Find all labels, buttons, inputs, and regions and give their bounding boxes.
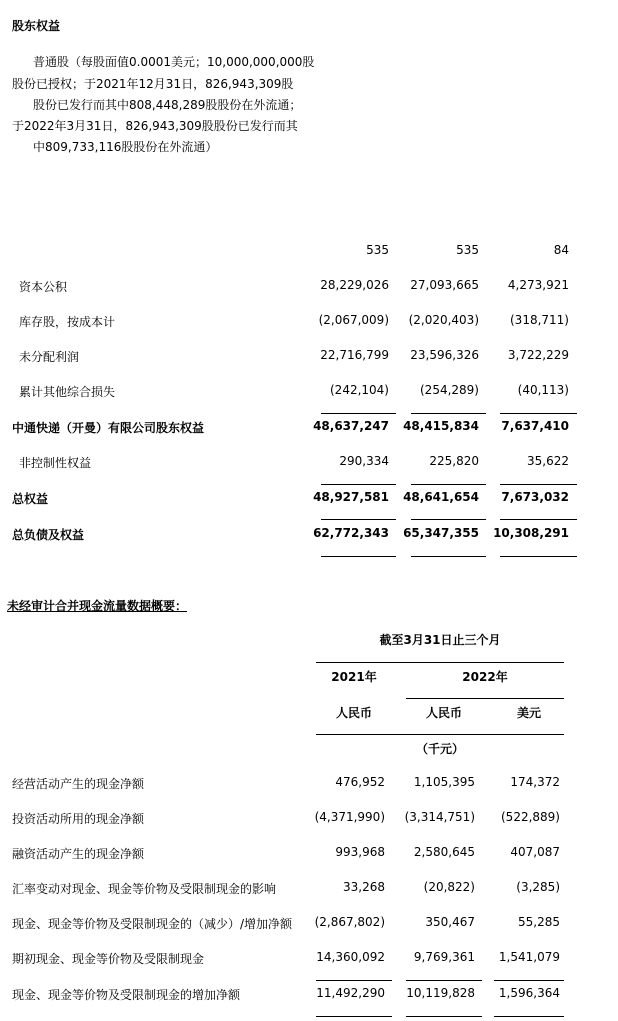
cashflow-row-value: 33,268 [343, 880, 385, 894]
header-rule [316, 734, 564, 735]
shares-desc-line-4: 于2022年3月31日，826,943,309股股份已发行而其 [12, 119, 298, 133]
cashflow-row-value: 174,372 [510, 775, 560, 789]
cashflow-heading: 未经审计合并现金流量数据概要： [7, 599, 188, 613]
subtotal-rule [494, 980, 564, 981]
subtotal-rule [411, 413, 486, 414]
cashflow-row-value: 1,596,364 [498, 986, 560, 1000]
equity-row-value: 23,596,326 [410, 348, 479, 362]
cashflow-row-value: 993,968 [335, 845, 385, 859]
cashflow-row-value: 1,541,079 [498, 950, 560, 964]
total-rule [494, 1016, 564, 1017]
cashflow-row-label: 投资活动所用的现金净额 [12, 812, 145, 826]
common-shares-2022-rmb: 535 [456, 243, 479, 257]
equity-row-value: 4,273,921 [507, 278, 569, 292]
equity-row-label: 资本公积 [19, 280, 68, 294]
equity-row-value: 7,637,410 [501, 419, 569, 433]
cashflow-row-value: (522,889) [501, 810, 560, 824]
subtotal-rule [411, 484, 486, 485]
cashflow-row-value: 11,492,290 [316, 986, 385, 1000]
subtotal-rule [500, 484, 577, 485]
equity-heading: 股东权益 [12, 19, 61, 33]
cashflow-row-value: 476,952 [335, 775, 385, 789]
cashflow-row-value: (3,314,751) [404, 810, 475, 824]
equity-row-value: 3,722,229 [507, 348, 569, 362]
equity-row-value: 65,347,355 [403, 526, 479, 540]
equity-row-label: 未分配利润 [19, 350, 80, 364]
header-rule [406, 698, 564, 699]
cashflow-row-value: (20,822) [423, 880, 475, 894]
equity-row-value: 35,622 [527, 454, 569, 468]
total-rule [411, 519, 486, 520]
cashflow-row-value: (4,371,990) [314, 810, 385, 824]
cashflow-row-value: 1,105,395 [413, 775, 475, 789]
equity-row-value: 225,820 [429, 454, 479, 468]
cashflow-row-label: 融资活动产生的现金净额 [12, 847, 145, 861]
equity-row-value: 27,093,665 [410, 278, 479, 292]
equity-row-value: 28,229,026 [320, 278, 389, 292]
currency-rmb-2022: 人民币 [425, 706, 462, 720]
cashflow-row-value: 9,769,361 [413, 950, 475, 964]
year-2022-header: 2022年 [462, 670, 508, 684]
equity-row-label: 中通快递（开曼）有限公司股东权益 [12, 421, 205, 435]
common-shares-2022-usd: 84 [553, 243, 569, 257]
equity-row-value: 290,334 [339, 454, 389, 468]
subtotal-rule [500, 413, 577, 414]
cashflow-row-label: 期初现金、现金等价物及受限制现金 [12, 952, 205, 966]
shares-desc-line-5: 中809,733,116股股份在外流通） [33, 140, 218, 154]
period-header: 截至3月31日止三个月 [379, 633, 501, 647]
equity-row-value: (242,104) [330, 383, 389, 397]
equity-row-value: (2,020,403) [408, 313, 479, 327]
subtotal-rule [321, 484, 396, 485]
equity-row-value: 48,641,654 [403, 490, 479, 504]
equity-row-value: (40,113) [517, 383, 569, 397]
equity-row-value: (2,067,009) [318, 313, 389, 327]
cashflow-row-value: 2,580,645 [413, 845, 475, 859]
equity-row-value: (318,711) [510, 313, 569, 327]
unit-label: （千元） [415, 742, 464, 756]
equity-row-value: (254,289) [420, 383, 479, 397]
header-rule [316, 662, 564, 663]
year-2021-header: 2021年 [331, 670, 377, 684]
equity-row-label: 非控制性权益 [19, 456, 92, 470]
currency-rmb-2021: 人民币 [335, 706, 372, 720]
total-rule [321, 519, 396, 520]
total-rule [500, 556, 577, 557]
cashflow-row-value: 55,285 [518, 915, 560, 929]
shares-desc-line-2: 股份已授权；于2021年12月31日，826,943,309股 [12, 77, 294, 91]
cashflow-row-value: (3,285) [516, 880, 560, 894]
cashflow-row-value: 10,119,828 [406, 986, 475, 1000]
shares-desc-line-3: 股份已发行而其中808,448,289股股份在外流通； [33, 98, 302, 112]
cashflow-row-value: (2,867,802) [314, 915, 385, 929]
equity-row-value: 22,716,799 [320, 348, 389, 362]
subtotal-rule [406, 980, 482, 981]
subtotal-rule [316, 980, 392, 981]
equity-row-value: 48,415,834 [403, 419, 479, 433]
total-rule [316, 1016, 392, 1017]
equity-row-label: 累计其他综合损失 [19, 385, 116, 399]
cashflow-row-value: 14,360,092 [316, 950, 385, 964]
equity-row-label: 库存股，按成本计 [19, 315, 116, 329]
currency-usd-2022: 美元 [516, 706, 541, 720]
equity-row-label: 总负债及权益 [12, 528, 85, 542]
equity-row-label: 总权益 [12, 492, 49, 506]
total-rule [406, 1016, 482, 1017]
cashflow-row-label: 汇率变动对现金、现金等价物及受限制现金的影响 [12, 882, 277, 896]
equity-row-value: 48,637,247 [313, 419, 389, 433]
equity-row-value: 7,673,032 [501, 490, 569, 504]
cashflow-row-label: 现金、现金等价物及受限制现金的（减少）/增加净额 [12, 917, 293, 931]
total-rule [321, 556, 396, 557]
cashflow-row-value: 407,087 [510, 845, 560, 859]
cashflow-row-label: 现金、现金等价物及受限制现金的增加净额 [12, 988, 241, 1002]
total-rule [411, 556, 486, 557]
shares-desc-line-1: 普通股（每股面值0.0001美元；10,000,000,000股 [33, 55, 315, 69]
equity-row-value: 62,772,343 [313, 526, 389, 540]
cashflow-row-value: 350,467 [425, 915, 475, 929]
equity-row-value: 10,308,291 [493, 526, 569, 540]
cashflow-row-label: 经营活动产生的现金净额 [12, 777, 145, 791]
total-rule [500, 519, 577, 520]
equity-row-value: 48,927,581 [313, 490, 389, 504]
common-shares-2021: 535 [366, 243, 389, 257]
subtotal-rule [321, 413, 396, 414]
